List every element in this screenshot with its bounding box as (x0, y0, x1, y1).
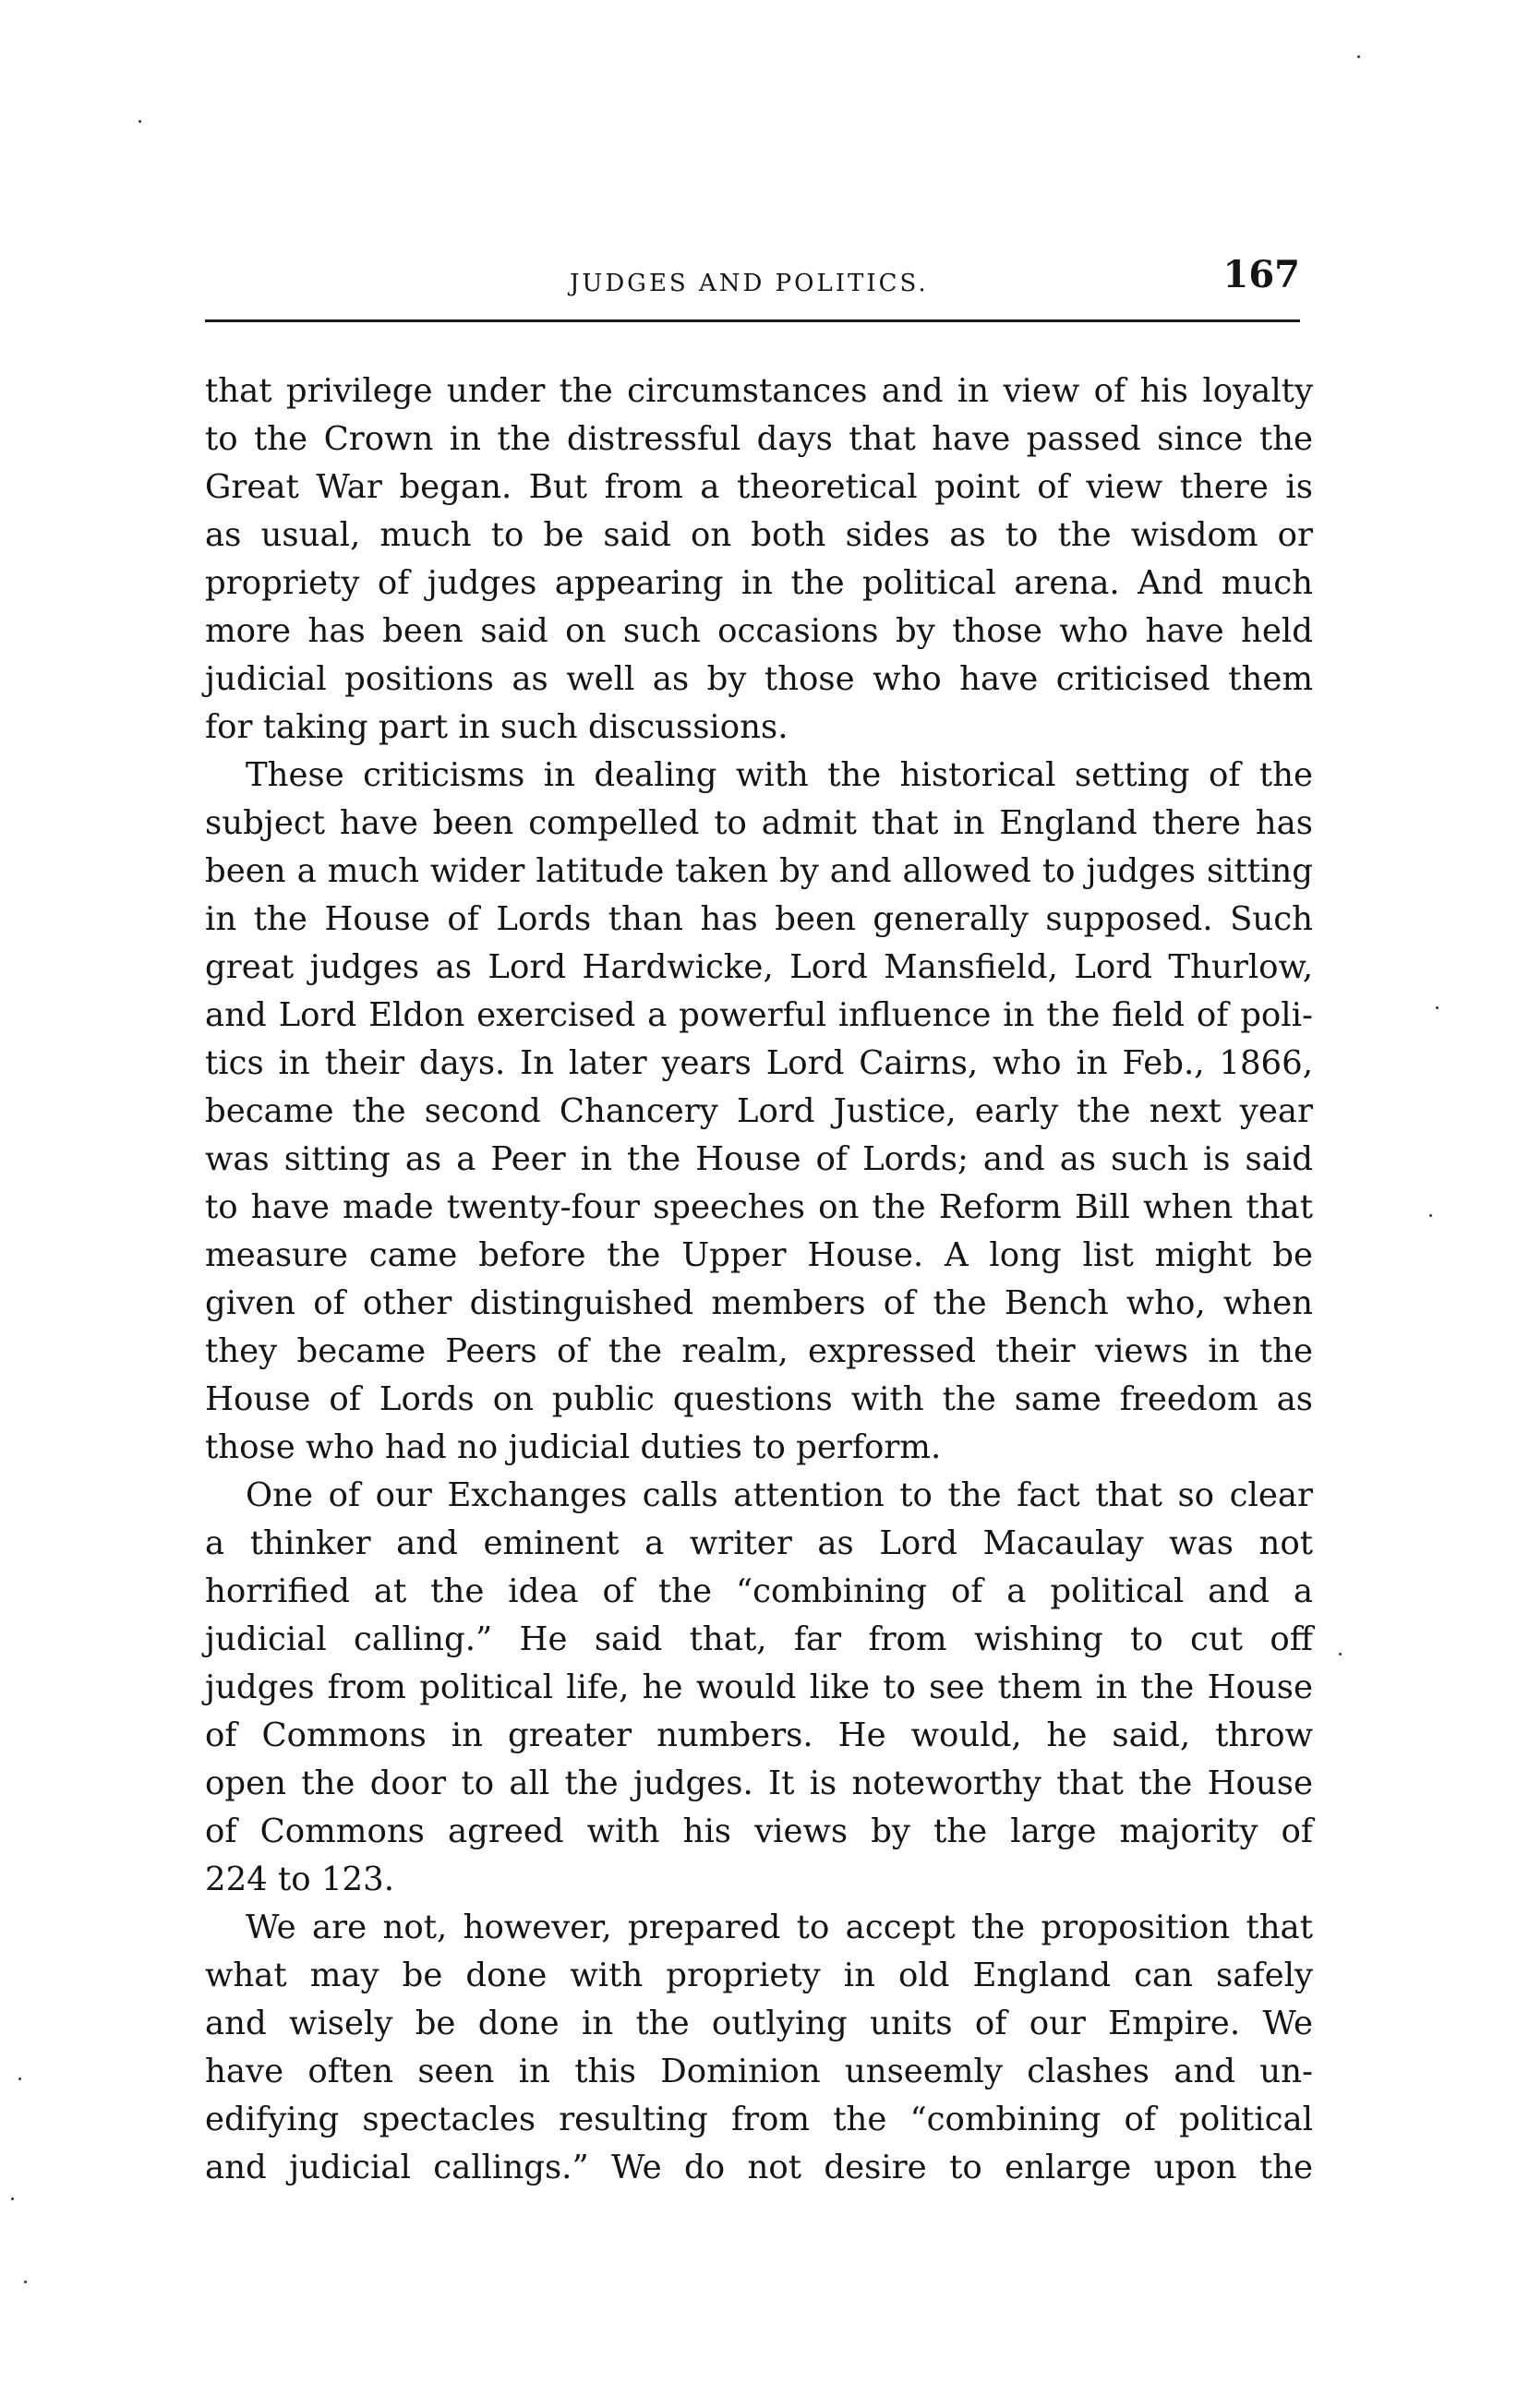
scan-speck (1357, 55, 1360, 58)
text-line: and judicial callings.” We do not desire to enlarge upon the (205, 2149, 1313, 2186)
paragraph-4 (205, 1904, 1313, 2192)
text-line: These criticisms in dealing with the historical setting of the (246, 756, 1313, 794)
text-line: was sitting as a Peer in the House of Lords; and as such is said (205, 1140, 1313, 1178)
text-line: tics in their days. In later years Lord Cairns, who in Feb., 1866, (205, 1044, 1313, 1082)
text-line: measure came before the Upper House. A long list might be (205, 1236, 1313, 1274)
text-line: more has been said on such occasions by those who have held (205, 612, 1313, 650)
text-line: subject have been compelled to admit that in England there has (205, 804, 1313, 842)
text-line: horrified at the idea of the “combining of a political and a (205, 1572, 1313, 1610)
text-line: and Lord Eldon exercised a powerful influence in the field of poli- (205, 996, 1313, 1034)
text-line: in the House of Lords than has been generally supposed. Such (205, 900, 1313, 938)
scan-speck (11, 2197, 14, 2200)
text-line: became the second Chancery Lord Justice, early the next year (205, 1092, 1313, 1130)
text-line: House of Lords on public questions with the same freedom as (205, 1380, 1313, 1418)
scan-speck (1436, 1006, 1439, 1009)
text-line: and wisely be done in the outlying units of our Empire. We (205, 2005, 1313, 2042)
paragraph-3 (205, 1472, 1313, 1904)
text-line: as usual, much to be said on both sides as to the wisdom or (205, 516, 1313, 554)
body-text (205, 367, 1313, 2192)
text-line: Great War began. But from a theoretical point of view there is (205, 468, 1313, 506)
page-number: 167 (1222, 253, 1300, 296)
text-line: judicial positions as well as by those who have criticised them (205, 660, 1313, 698)
running-head: JUDGES AND POLITICS. (570, 270, 929, 297)
paragraph-2 (205, 752, 1313, 1472)
text-line: for taking part in such discussions. (205, 708, 789, 746)
paragraph-1 (205, 367, 1313, 752)
scan-speck (138, 120, 141, 123)
text-line: of Commons in greater numbers. He would, he said, throw (205, 1716, 1313, 1754)
text-line: those who had no judicial duties to perform. (205, 1428, 942, 1466)
scan-speck (24, 2281, 27, 2283)
text-line: great judges as Lord Hardwicke, Lord Mansfield, Lord Thurlow, (205, 948, 1313, 986)
text-line: to have made twenty-four speeches on the Reform Bill when that (205, 1188, 1313, 1226)
text-line: they became Peers of the realm, expressed their views in the (205, 1332, 1313, 1370)
text-line: open the door to all the judges. It is noteworthy that the House (205, 1764, 1313, 1802)
text-line: 224 to 123. (205, 1860, 395, 1898)
text-line: edifying spectacles resulting from the “combining of political (205, 2101, 1313, 2138)
scan-speck (1429, 1214, 1432, 1217)
scan-speck (1339, 1653, 1342, 1656)
header-rule (205, 319, 1300, 322)
text-line: to the Crown in the distressful days that have passed since the (205, 420, 1313, 458)
page-header (205, 249, 1313, 305)
text-line: have often seen in this Dominion unseemly clashes and un- (205, 2053, 1313, 2090)
scan-speck (18, 2077, 21, 2080)
text-line: of Commons agreed with his views by the large majority of (205, 1812, 1313, 1850)
text-line: a thinker and eminent a writer as Lord Macaulay was not (205, 1524, 1313, 1562)
text-line: We are not, however, prepared to accept the proposition that (246, 1908, 1313, 1946)
text-line: One of our Exchanges calls attention to the fact that so clear (246, 1476, 1313, 1514)
text-line: propriety of judges appearing in the political arena. And much (205, 564, 1313, 602)
text-line: that privilege under the circumstances and in view of his loyalty (205, 372, 1313, 410)
text-line: been a much wider latitude taken by and allowed to judges sitting (205, 852, 1313, 890)
text-line: given of other distinguished members of the Bench who, when (205, 1284, 1313, 1322)
text-line: judges from political life, he would like to see them in the House (205, 1668, 1313, 1706)
text-line: judicial calling.” He said that, far from wishing to cut off (205, 1620, 1313, 1658)
text-line: what may be done with propriety in old England can safely (205, 1956, 1313, 1994)
